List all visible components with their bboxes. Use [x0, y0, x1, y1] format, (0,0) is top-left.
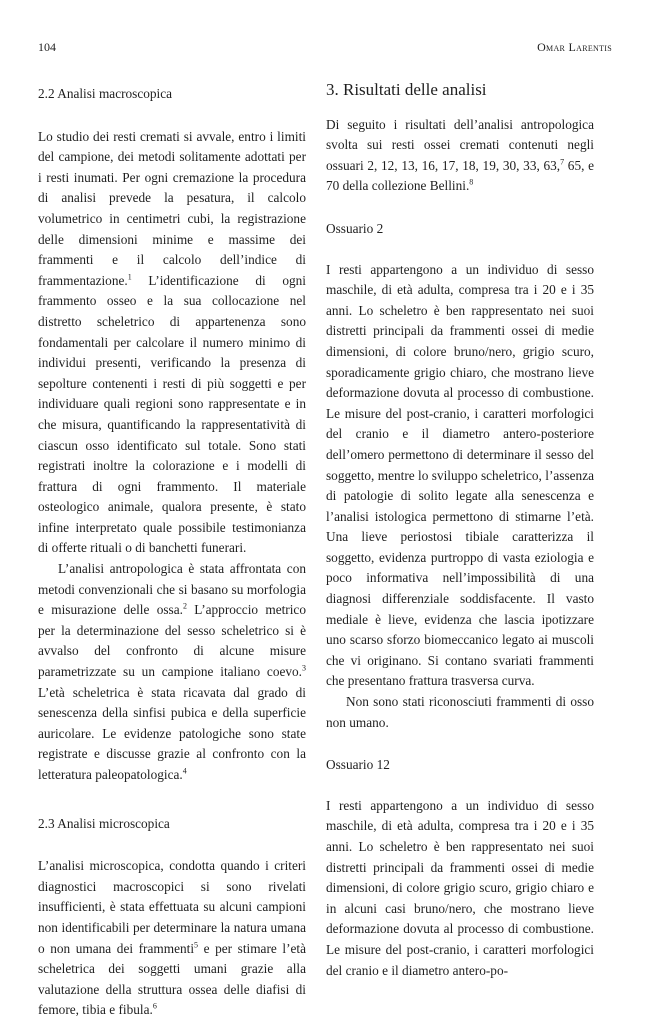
paragraph-macroscopic-1: Lo studio dei resti cremati si avvale, entro i limiti del campione, dei metodi solitamente adottati per i resti inumati. Per ogni cremazione la procedura di analisi prevede la pesatura, il calcolo volumetrico in centimetri cubi, la registrazione delle dimensioni minime e massime dei frammenti e il calcolo dell’indice di frammentazione.$^1$ L’identificazione di ogni frammento osseo e la sua collocazione nel distretto scheletrico di appartenenza sono fondamentali per calcolare il numero minimo di individui presenti, verificando la presenza di sepolture contenenti i resti di più soggetti e per individuare quali regioni sono rappresentate e in che misura, quantificando la rappresentatività di ciascun osso identificato sul totale. Sono stati registrati inoltre la colorazione e i modelli di frattura di ogni frammento. Il materiale osteologico animale, qualora presente, è stato infine interpretato quale possibile testimonianza di offerte rituali o di banchetti funerari. [38, 128, 306, 556]
paragraph-microscopic: L’analisi microscopica, condotta quando i criteri diagnostici macroscopici si sono rivelati insufficienti, è stata effettuata su alcuni campioni non identificabili per determinare la natura umana o non umana dei frammenti$^5$ e per stimare l’età scheletrica dei soggetti umani grazie alla valutazione della struttura ossea delle diafisi di femore, tibia e fibula.$^6$ [38, 858, 306, 1018]
ossuary-2-heading: Ossuario 2 [326, 220, 384, 236]
paragraph-ossuary-2: I resti appartengono a un individuo di sesso maschile, di età adulta, compresa tra i 20 e i 35 anni. Lo scheletro è ben rappresentato nei suoi distretti principali da frammenti ossei di medie dimensioni, di colore bruno/nero, grigio scuro, sporadicamente grigio chiaro, che mostrano lieve deformazione dovuta al processo di combustione. Le misure del post-cranio, i caratteri morfologici del cranio e il diametro antero-posteriore dell’omero permettono di determinare il sesso del soggetto, mentre lo sviluppo scheletrico, l’assenza di patologie di solito legate alla senescenza e l’analisi istologica permettono di stimarne l’età. Una lieve periostosi tibiale caratterizza il soggetto, evidenza purtroppo di vasta eziologia e poco informativa nell’impossibilità di una diagnosi differenziale soddisfacente. Il vasto mediale è lieve, evidenza che lascia ipotizzare uno scarso sforzo biomeccanico legato ai muscoli che vi originano. Si contano svariati frammenti che presentano frattura trasversa curva. [326, 261, 594, 689]
footnote-ref[interactable]: 3 [302, 663, 306, 673]
footnote-ref[interactable]: 5 [194, 940, 199, 950]
ossuary-12-heading: Ossuario 12 [326, 757, 390, 773]
footnote-ref[interactable]: 4 [182, 766, 187, 776]
footnote-ref[interactable]: 2 [182, 601, 187, 611]
right-column [326, 78, 594, 981]
paragraph-ossuary-2-nonhuman: Non sono stati riconosciuti frammenti di osso non umano. [326, 694, 594, 730]
section-heading-2-2: 2.2 Analisi macroscopica [38, 86, 173, 101]
paragraph-macroscopic-2: L’analisi antropologica è stata affrontata con metodi convenzionali che si basano su morfologia e misurazione delle ossa.$^2$ L’approccio metrico per la determinazione del sesso scheletrico si è avvalso del confronto di alcune misure parametrizzate su un campione italiano coevo.$^3$ L’età scheletrica è stata ricavata dal grado di senescenza della sinfisi pubica e della superficie auricolare. Le evidenze patologiche sono state registrate e discusse grazie al confronto con la letteratura paleopatologica.$^4$ [38, 561, 306, 782]
paragraph-ossuary-12: I resti appartengono a un individuo di sesso maschile, di età adulta, compresa tra i 20 e i 35 anni. Lo scheletro è ben rappresentato nei suoi distretti principali da frammenti ossei di medie dimensioni, di colore grigio scuro, grigio chiaro e in alcuni casi bruno/nero, che mostrano lieve deformazione dovuta al processo di combustione. Le misure del post-cranio, i caratteri morfologici del cranio e il diametro antero-po- [326, 797, 594, 978]
footnote-ref[interactable]: 6 [152, 1001, 157, 1011]
footnote-ref[interactable]: 8 [469, 177, 474, 187]
section-heading-2-3: 2.3 Analisi microscopica [38, 815, 170, 831]
footnote-ref[interactable]: 1 [127, 272, 132, 282]
section-heading-3: 3. Risultati delle analisi [326, 80, 487, 99]
page-number: 104 [38, 40, 56, 54]
running-header-author: Omar Larentis [537, 40, 612, 54]
paragraph-results-intro: Di seguito i risultati dell’analisi antropologica svolta sui resti ossei cremati contenuti negli ossuari 2, 12, 13, 16, 17, 18, 19, 30, 33, 63,$^7$ 65, e 70 della collezione Bellini.$^8$ [326, 116, 595, 194]
footnote-ref[interactable]: 7 [560, 157, 565, 167]
left-column [38, 78, 306, 1021]
